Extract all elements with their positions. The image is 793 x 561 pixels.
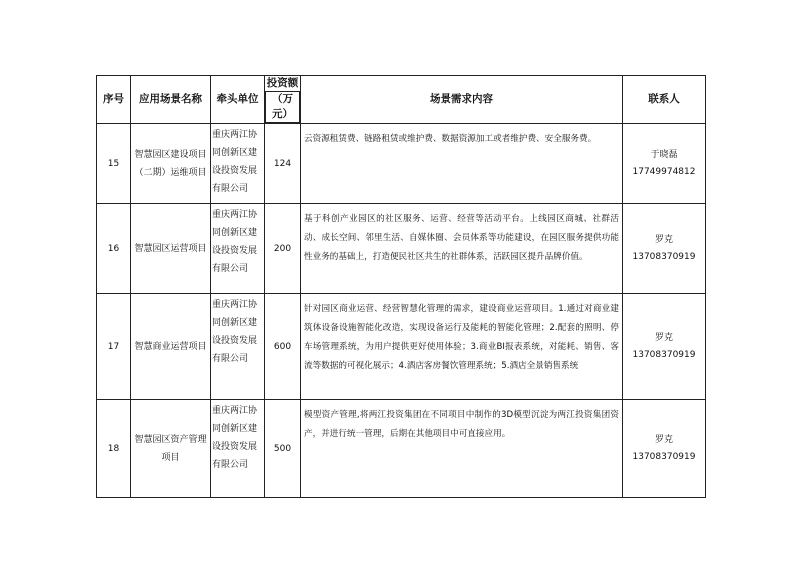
header-invest: [265, 76, 301, 124]
contact-name: 罗克: [654, 234, 673, 245]
table-row: [97, 204, 706, 294]
row-demand: 基于科创产业园区的社区服务、运营、经营等活动平台。上线园区商城、社群活动、成长空间、邻里生活、自媒体圈、会员体系等功能建设，在园区服务提供功能性业务的基础上，打造便民社区共生的社群体系，活跃园区提升品牌价值。: [301, 204, 623, 294]
row-contact: [623, 124, 706, 204]
header-contact: 联系人: [623, 76, 706, 124]
row-scene: 智慧园区运营项目: [131, 204, 211, 294]
contact-phone: 13708370919: [632, 251, 696, 262]
row-lead-unit: 重庆两江协同创新区建设投资发展有限公司: [211, 204, 265, 294]
row-seq: 16: [97, 204, 131, 294]
row-lead-unit: 重庆两江协同创新区建设投资发展有限公司: [211, 400, 265, 498]
table-header-row: [97, 76, 706, 124]
row-seq: 18: [97, 400, 131, 498]
contact-phone: 13708370919: [632, 451, 696, 462]
scenario-table: [96, 75, 706, 498]
row-lead-unit: 重庆两江协同创新区建设投资发展有限公司: [211, 294, 265, 400]
contact-phone: 13708370919: [632, 349, 696, 360]
contact-name: 罗克: [654, 434, 673, 445]
row-seq: 15: [97, 124, 131, 204]
header-invest-line2: （万元）: [265, 91, 300, 123]
header-invest-line1: 投资额: [266, 77, 299, 89]
row-contact: [623, 400, 706, 498]
contact-name: 罗克: [654, 332, 673, 343]
row-scene: 智慧商业运营项目: [131, 294, 211, 400]
header-scene: 应用场景名称: [131, 76, 211, 124]
row-invest: 124: [265, 124, 301, 204]
row-demand: 模型资产管理,将两江投资集团在不同项目中制作的3D模型沉淀为两江投资集团资产，并进行统一管理，后期在其他项目中可直接应用。: [301, 400, 623, 498]
header-seq: 序号: [97, 76, 131, 124]
row-contact: [623, 204, 706, 294]
row-invest: 200: [265, 204, 301, 294]
row-invest: 600: [265, 294, 301, 400]
row-seq: 17: [97, 294, 131, 400]
row-contact: [623, 294, 706, 400]
row-lead-unit: 重庆两江协同创新区建设投资发展有限公司: [211, 124, 265, 204]
row-scene: 智慧园区资产管理项目: [131, 400, 211, 498]
row-demand: 云资源租赁费、链路租赁或维护费、数据资源加工或者维护费、安全服务费。: [301, 124, 623, 204]
contact-phone: 17749974812: [632, 166, 696, 177]
table-row: [97, 124, 706, 204]
table-row: [97, 294, 706, 400]
row-demand: 针对园区商业运营、经营智慧化管理的需求，建设商业运营项目。1.通过对商业建筑体设备设施智能化改造，实现设备运行及能耗的智能化管理；2.配套的照明、停车场管理系统，为用户提供更好使用体验；3.商业BI报表系统，对能耗、销售、客流等数据的可视化展示；4.酒店客房餐饮管理系统；5.酒店全景销售系统: [301, 294, 623, 400]
header-demand: 场景需求内容: [301, 76, 623, 124]
header-lead-unit: 牵头单位: [211, 76, 265, 124]
row-scene: 智慧园区建设项目（二期）运维项目: [131, 124, 211, 204]
table-row: [97, 400, 706, 498]
contact-name: 于晓磊: [650, 149, 678, 160]
row-invest: 500: [265, 400, 301, 498]
